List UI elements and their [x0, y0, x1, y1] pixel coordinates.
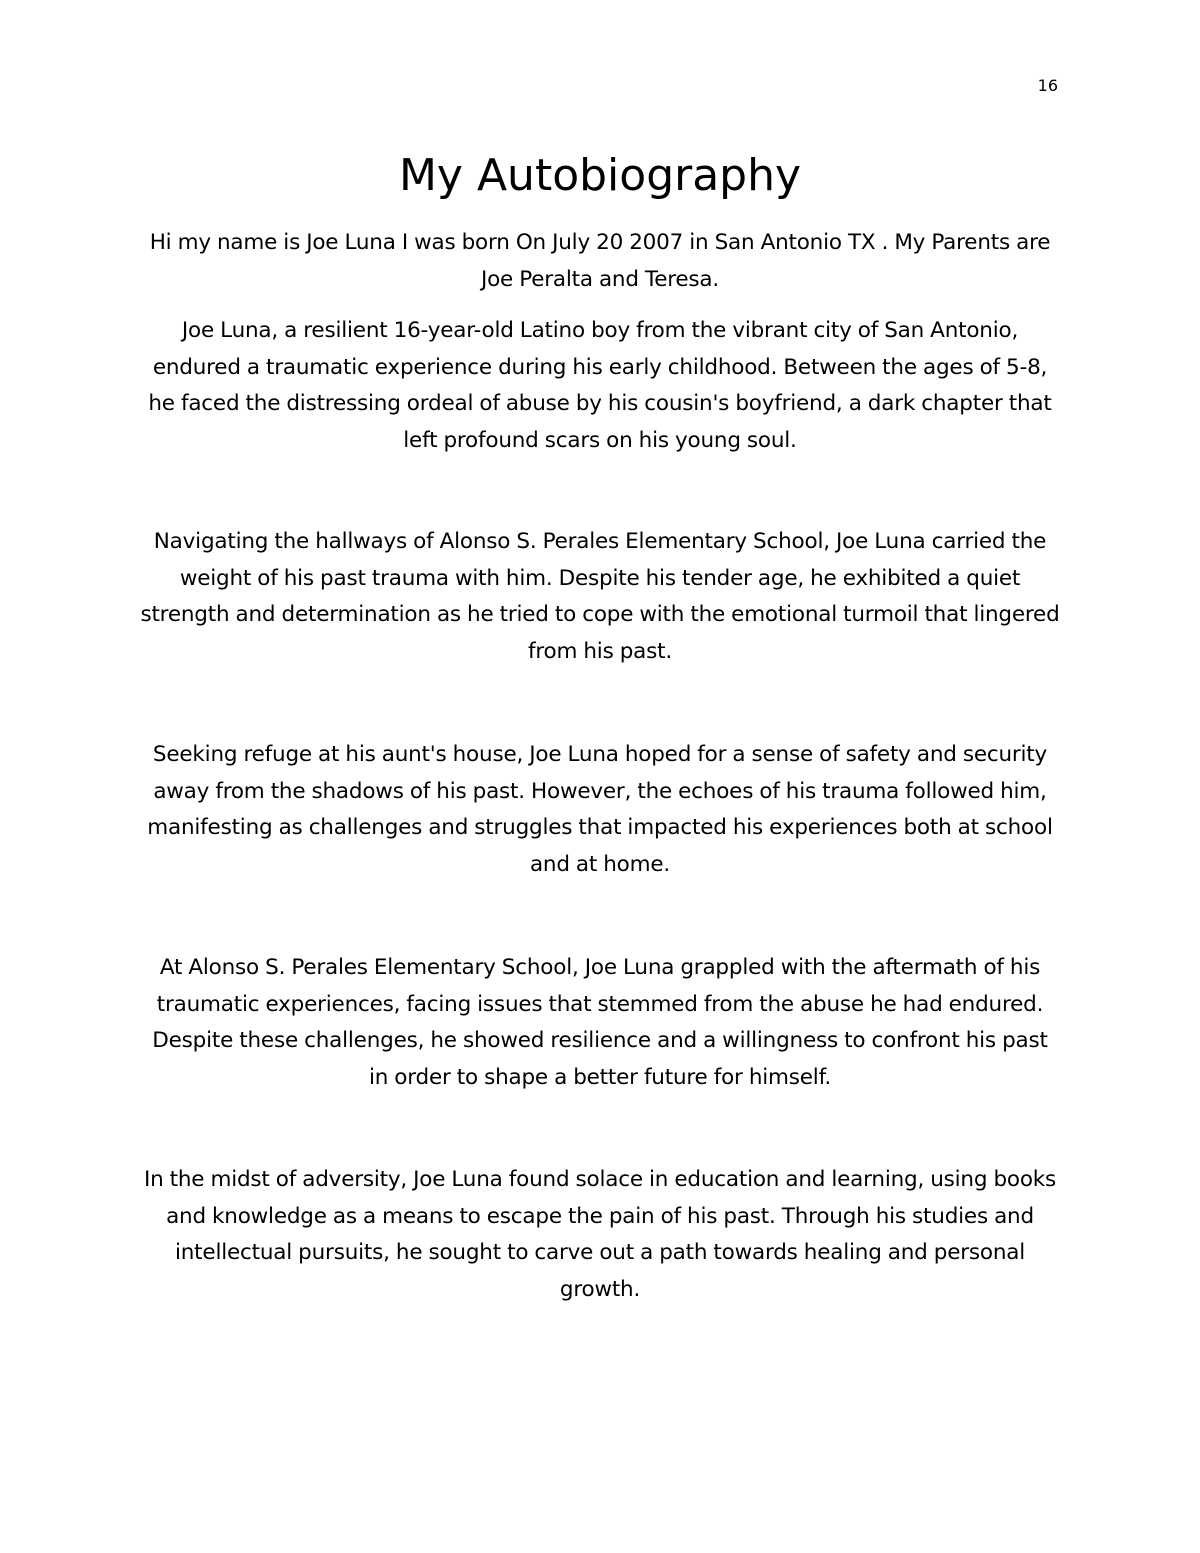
- paragraph-education: In the midst of adversity, Joe Luna found solace in education and learning, using books and knowledge as a means to escape the pain of his past. Through his studies and intellectual pursuits, he sought to carve out a path towards healing and personal growth.: [143, 1167, 1057, 1302]
- paragraph-intro: Hi my name is Joe Luna I was born On July 20 2007 in San Antonio TX . My Parents are Joe Peralta and Teresa.: [149, 230, 1051, 292]
- paragraph-aunts-house: Seeking refuge at his aunt's house, Joe Luna hoped for a sense of safety and security away from the shadows of his past. However, the echoes of his trauma followed him, manifesting as challenges and struggles that impacted his experiences both at school and at home.: [147, 742, 1053, 877]
- document-title: My Autobiography: [398, 150, 802, 201]
- paragraph-elementary-school: Navigating the hallways of Alonso S. Perales Elementary School, Joe Luna carried the weight of his past trauma with him. Despite his tender age, he exhibited a quiet strength and determination as he tried to cope with the emotional turmoil that lingered from his past.: [140, 529, 1060, 664]
- paragraph-aftermath: At Alonso S. Perales Elementary School, Joe Luna grappled with the aftermath of his traumatic experiences, facing issues that stemmed from the abuse he had endured. Despite these challenges, he showed resilience and a willingness to confront his past in order to shape a better future for himself.: [152, 955, 1048, 1090]
- paragraph-childhood: Joe Luna, a resilient 16-year-old Latino boy from the vibrant city of San Antonio, endured a traumatic experience during his early childhood. Between the ages of 5-8, he faced the distressing ordeal of abuse by his cousin's boyfriend, a dark chapter that left profound scars on his young soul.: [148, 318, 1052, 453]
- page-number: 16: [1037, 76, 1058, 95]
